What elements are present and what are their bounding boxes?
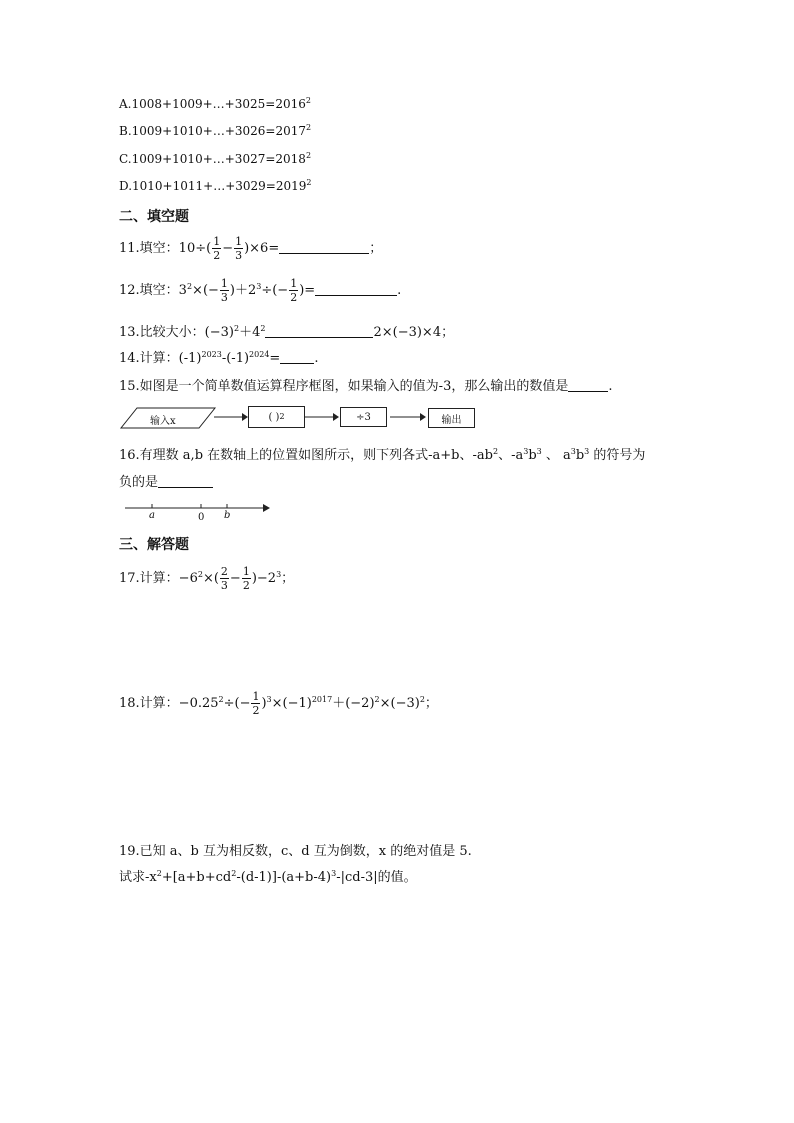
- divide-box: ÷3: [340, 407, 387, 427]
- square-box: ( ) 2: [248, 406, 305, 428]
- output-box: 输出: [428, 408, 475, 428]
- section-title-solve: 三、解答题: [119, 537, 189, 553]
- question-16-line-2: 负的是: [119, 471, 213, 490]
- answer-blank: [265, 325, 373, 338]
- answer-blank: [158, 475, 213, 488]
- option-b: $B.1009+1010+\dots+3026=2017^2$: [119, 123, 312, 138]
- answer-blank: [280, 351, 314, 364]
- answer-blank: [315, 283, 397, 296]
- question-19-line-2: 试求$-x^2+[a+b+cd^2-(d-1)]-(a+b-4)^3-|cd-3|$的值。: [119, 869, 417, 885]
- question-16-line-1: 16.有理数 a,b 在数轴上的位置如图所示，则下列各式-a+b、$-ab^2$、$-a^3b^3$ 、 $a^3b^3$ 的符号为: [119, 447, 646, 463]
- number-line-b-label: b: [224, 510, 231, 521]
- arrow-1: [214, 411, 248, 423]
- answer-blank: [568, 379, 608, 392]
- question-15: 15.如图是一个简单数值运算程序框图，如果输入的值为-3，那么输出的数值是 .: [119, 379, 613, 394]
- question-13: 13.比较大小：$(-3)^2+4^2$ 2×(−3)×4；: [119, 324, 455, 340]
- input-label: 输入x: [150, 416, 176, 427]
- option-d: $D.1010+1011+\dots+3029=2019^2$: [119, 178, 312, 193]
- question-18: 18.计算：$-0.25^2\div(-$ $\frac{1}{2}$ )$^3\times(-1)^{2017}+(-2)^2\times(-3)^2$；: [119, 690, 438, 717]
- number-line-a-label: a: [149, 510, 155, 521]
- number-line-zero-label: 0: [198, 512, 205, 523]
- option-a: $A.1008+1009+\dots+3025=2016^2$: [119, 96, 311, 111]
- question-17: 17.计算：$-6^2\times$( $\frac{2}{3}$ − $\frac{1}{2}$ )$-2^3$；: [119, 565, 295, 592]
- arrow-2: [305, 411, 339, 423]
- number-line: [119, 499, 274, 527]
- question-11: 11.填空：10÷( $\frac{1}{2}$ − $\frac{1}{3}$ )×6= ；: [119, 235, 383, 262]
- question-19-line-1: 19.已知 a、b 互为相反数，c、d 互为倒数，x 的绝对值是 5.: [119, 844, 472, 859]
- arrow-3: [390, 411, 426, 423]
- answer-blank: [279, 241, 369, 254]
- section-title-fill-in: 二、填空题: [119, 209, 189, 225]
- question-14: 14.计算：$(-1)^{2023}-(-1)^{2024}=$ .: [119, 350, 319, 366]
- option-c: $C.1009+1010+\dots+3027=2018^2$: [119, 151, 312, 166]
- question-12: 12.填空：$3^2\times(-$ $\frac{1}{3}$ )$+2^3\div(-$ $\frac{1}{2}$ )= .: [119, 277, 402, 304]
